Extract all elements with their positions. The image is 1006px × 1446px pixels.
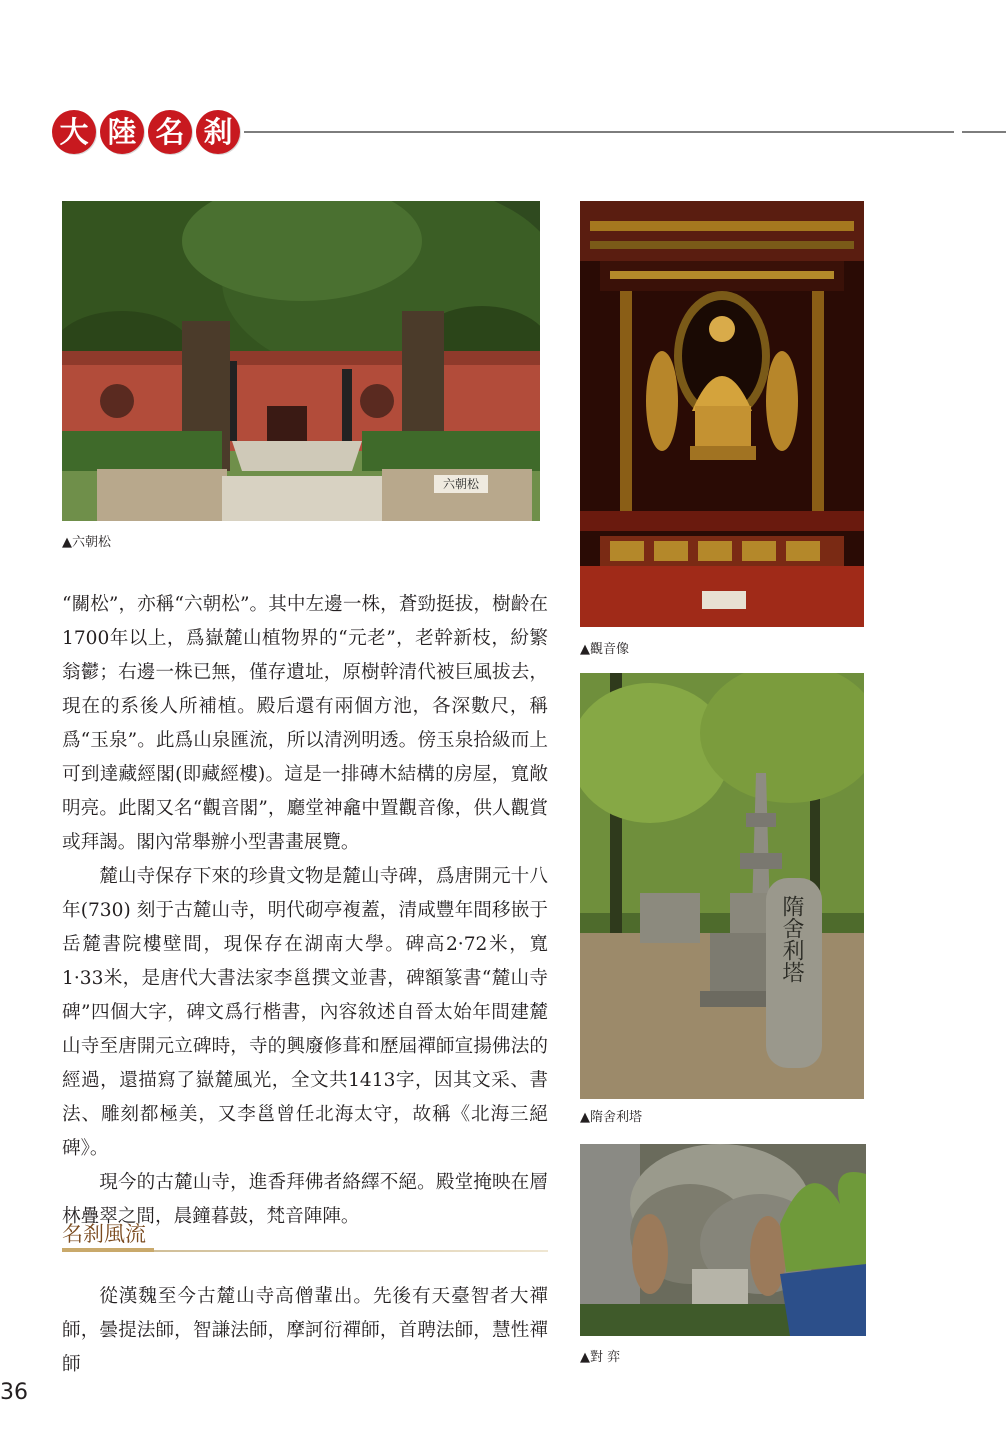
guanyin-caption: ▲觀音像 (580, 642, 629, 657)
pine-sign: 六朝松 (434, 475, 488, 493)
pine-photo-illustration (62, 201, 540, 521)
pagoda-caption: ▲隋舍利塔 (580, 1110, 642, 1125)
body-paragraph-3: 現今的古麓山寺，進香拜佛者絡繹不絕。殿堂掩映在層林疊翠之間，晨鐘暮鼓，梵音陣陣。 (62, 1172, 548, 1227)
title-char-4: 刹 (196, 110, 240, 154)
article-body (62, 588, 548, 1234)
header-rule (244, 131, 954, 133)
rockery-photo (580, 1144, 866, 1336)
section-header (52, 110, 1006, 158)
pagoda-stele-inscription: 隋舍利塔 (779, 895, 804, 983)
rockery-caption: ▲對 弈 (580, 1350, 621, 1365)
section-paragraph: 從漢魏至今古麓山寺高僧輩出。先後有天臺智者大禪師，曇提法師，智謙法師，摩訶衍禪師，首聘法師，慧性禪師 (62, 1286, 548, 1375)
guanyin-photo (580, 201, 864, 627)
section-heading: 名刹風流 (62, 1222, 146, 1246)
pine-photo (62, 201, 540, 521)
body-paragraph-2: 麓山寺保存下來的珍貴文物是麓山寺碑，爲唐開元十八年(730) 刻于古麓山寺，明代砌亭複蓋，清咸豐年間移嵌于岳麓書院樓壁間，現保存在湖南大學。碑高2·72米，寬1·33米，是唐代大書法家李邕撰文並書，碑額篆書“麓山寺碑”四個大字，碑文爲行楷書，內容敘述自晉太始年間建麓山寺至唐開元立碑時，寺的興廢修葺和歷屆禪師宣揚佛法的經過，還描寫了嶽麓風光，全文共1413字，因其文采、書法、雕刻都極美，又李邕曾任北海太守，故稱《北海三絕碑》。 (62, 866, 548, 1159)
section-rule-accent (62, 1248, 154, 1252)
title-char-1: 大 (52, 110, 96, 154)
page-number: 36 (0, 1380, 28, 1405)
guanyin-photo-illustration (580, 201, 864, 627)
title-char-3: 名 (148, 110, 192, 154)
header-rule-segment (962, 131, 1006, 133)
pagoda-photo-illustration (580, 673, 864, 1099)
section-body (62, 1280, 548, 1382)
body-paragraph-1: “關松”，亦稱“六朝松”。其中左邊一株，蒼勁挺拔，樹齡在1700年以上，爲嶽麓山植物界的“元老”，老幹新枝，紛繁翁鬱；右邊一株已無，僅存遺址，原樹幹清代被巨風拔去，現在的系後人所補植。殿后還有兩個方池，各深數尺，稱爲“玉泉”。此爲山泉匯流，所以清洌明透。傍玉泉拾級而上可到達藏經閣(即藏經樓)。這是一排磚木結構的房屋，寬敞明亮。此閣又名“觀音閣”，廳堂神龕中置觀音像，供人觀賞或拜謁。閣內常舉辦小型書畫展覽。 (62, 594, 548, 853)
rockery-photo-illustration (580, 1144, 866, 1336)
pine-caption: ▲六朝松 (62, 535, 111, 550)
pagoda-photo (580, 673, 864, 1099)
title-char-2: 陸 (100, 110, 144, 154)
